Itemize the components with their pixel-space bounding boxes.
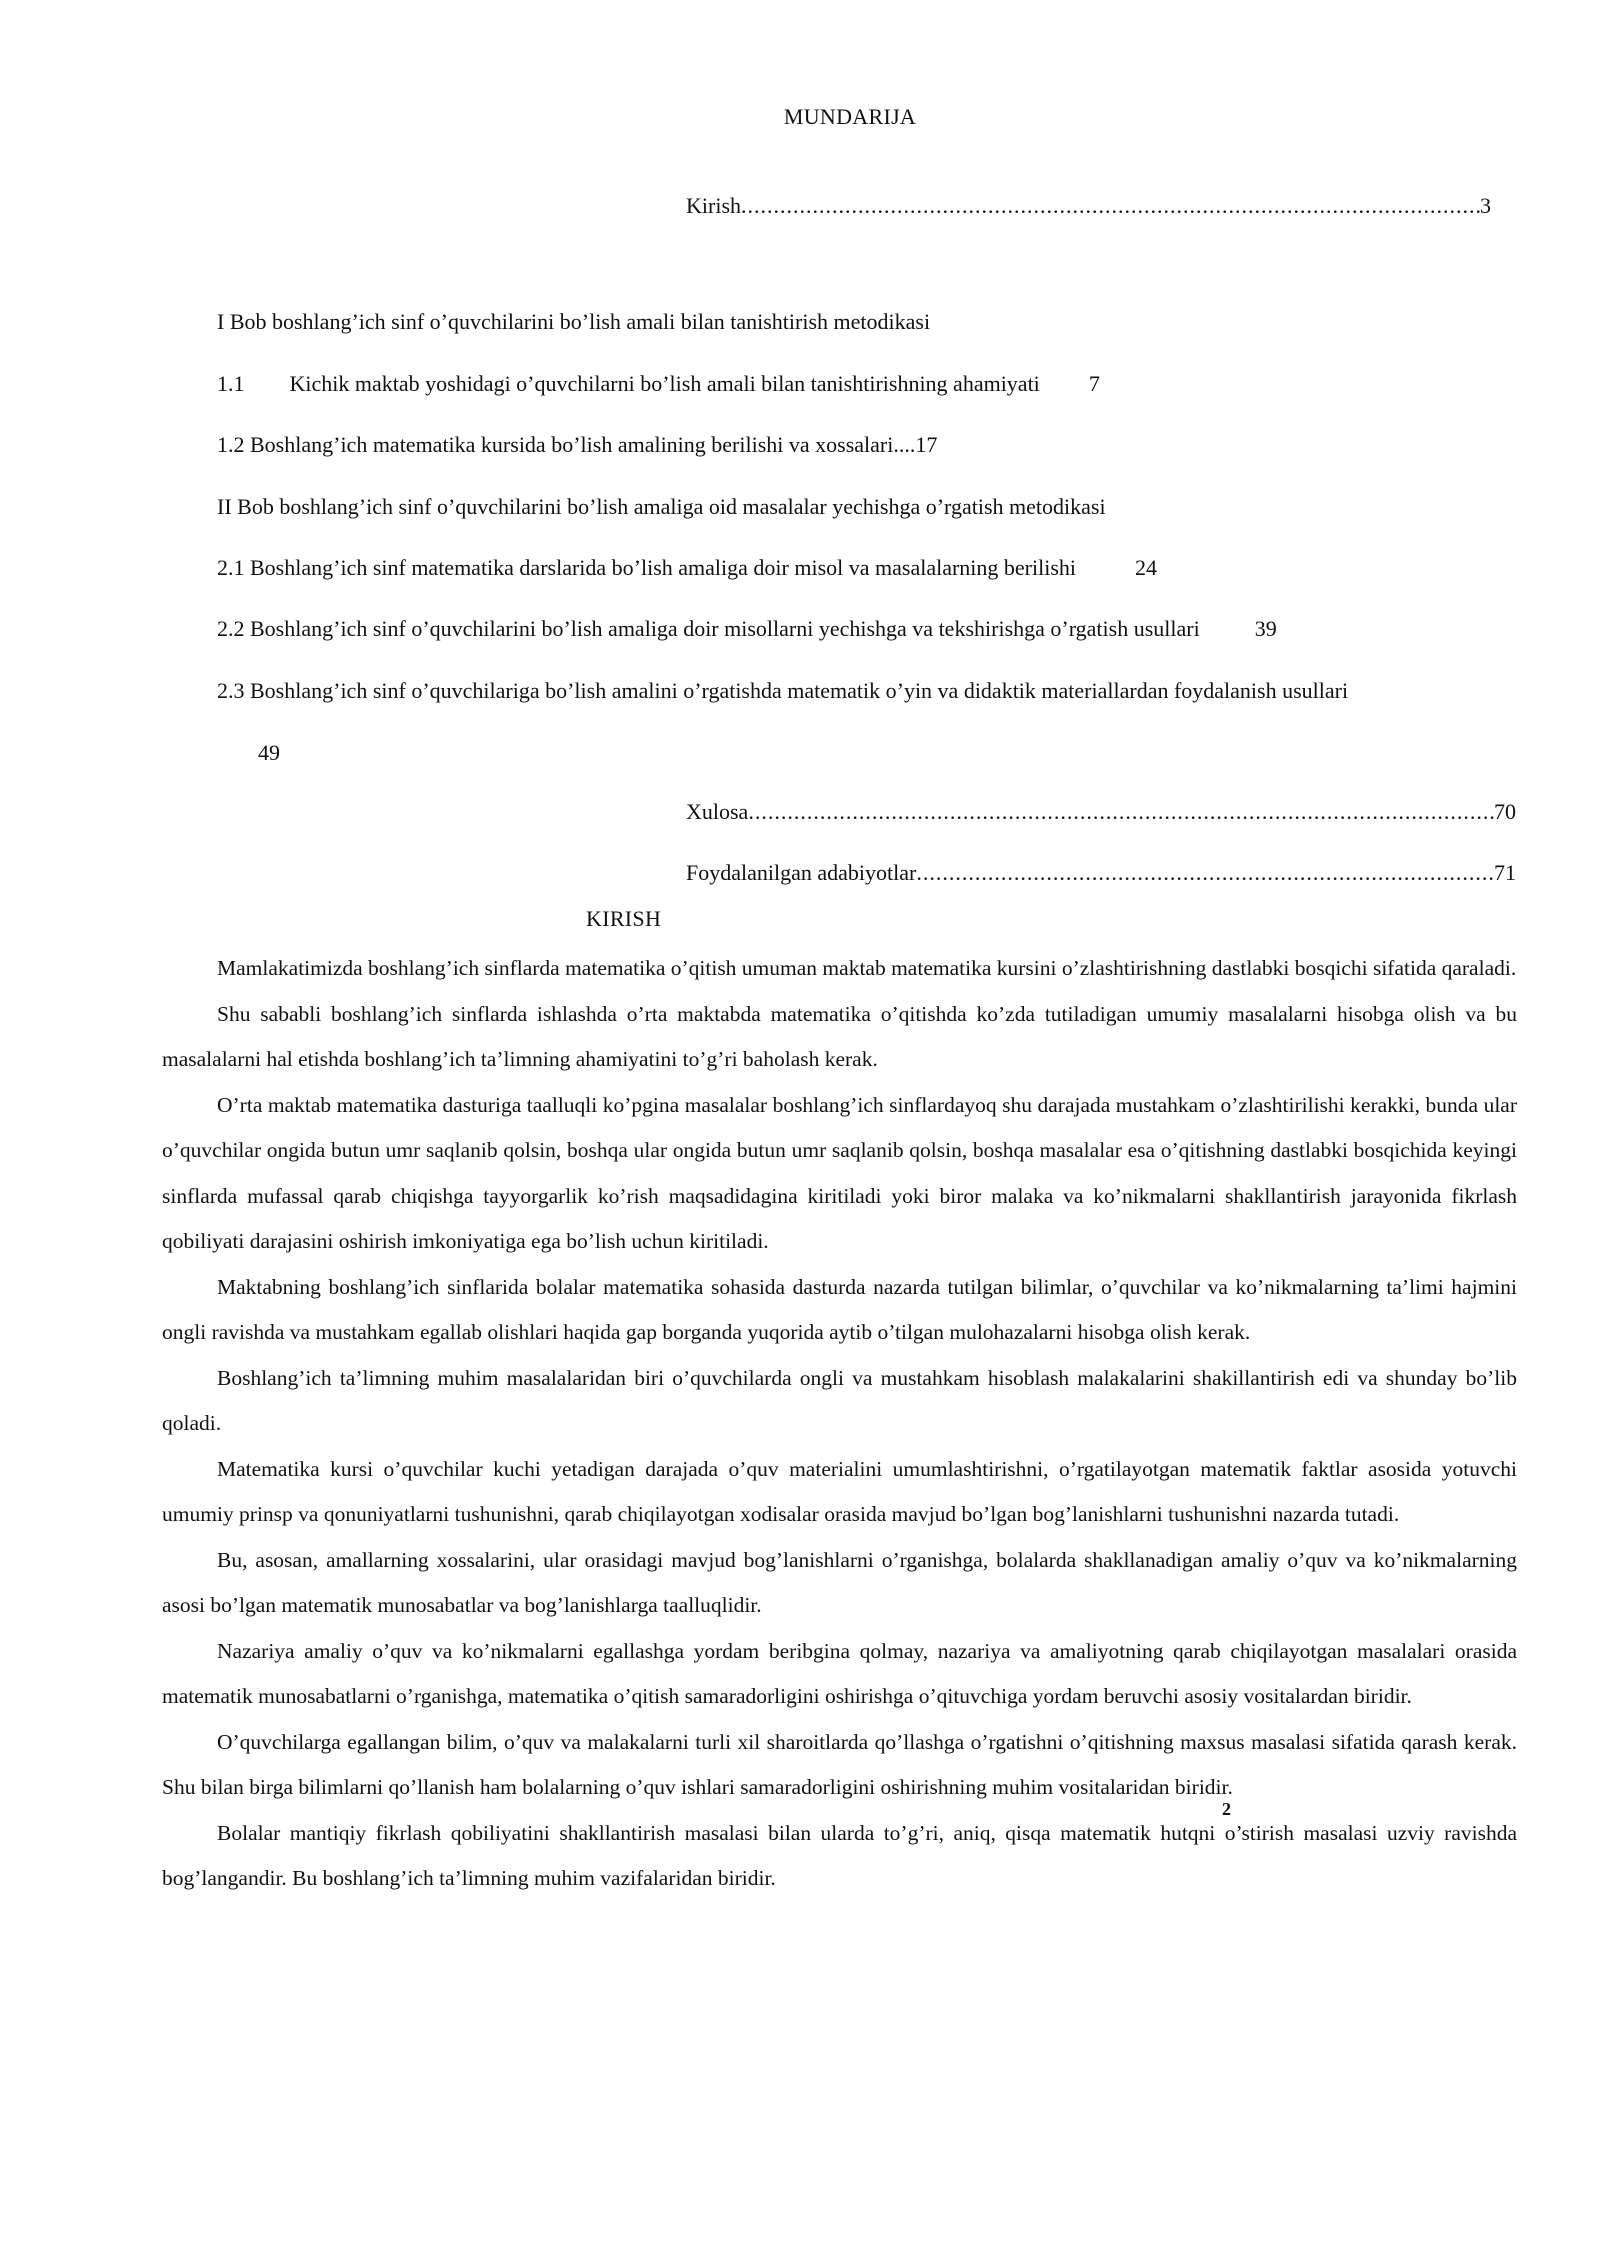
toc-2-1-text: 2.1 Boshlang’ich sinf matematika darslarida bo’lish amaliga doir misol va masalalarning berilishi: [217, 555, 1077, 580]
toc-kirish-page: 3: [1480, 193, 1491, 218]
paragraph: O’rta maktab matematika dasturiga taalluqli ko’pgina masalalar boshlang’ich sinflardayoq shu darajada mustahkam o’zlashtirilishi kerakki, bunda ular o’quvchilar ongida butun umr saqlanib qolsin, boshqa ular ongida butun umr saqlanib qolsin, boshqa masalalar esa o’qitishning dastlabki bosqichida keyingi sinflarda mufassal qarab chiqishga tayyorgarlik ko’rish maqsadidagina kiritiladi yoki biror malaka va ko’nikmalarni shakllantirish jarayonida fikrlash qobiliyati darajasini oshirish imkoniyatiga ega bo’lish uchun kiritiladi.: [162, 1092, 1517, 1253]
toc-adabiyotlar-label: Foydalanilgan adabiyotlar: [686, 860, 917, 885]
toc-entry-1-1[interactable]: [217, 369, 1100, 399]
paragraph: Matematika kursi o’quvchilar kuchi yetadigan darajada o’quv materialini umumlashtirishni, o’rgatilayotgan matematik faktlar asosida yotuvchi umumiy prinsp va qonuniyatlarni tushunishni, qarab chiqilayotgan xodisalar orasida mavjud bo’lgan bog’lanishlarni tushunishni nazarda tutadi.: [162, 1456, 1517, 1526]
paragraph: Boshlang’ich ta’limning muhim masalalaridan biri o’quvchilarda ongli va mustahkam hisoblash malakalarini shakillantirish edi va shunday bo’lib qoladi.: [162, 1365, 1517, 1435]
toc-1-1-number: 1.1: [217, 371, 245, 396]
toc-2-1-page: 24: [1135, 555, 1158, 580]
paragraph: O’quvchilarga egallangan bilim, o’quv va malakalarni turli xil sharoitlarda qo’llashga o’rgatishni o’qitishning maxsus masalasi sifatida qarash kerak. Shu bilan birga bilimlarni qo’llanish ham bolalarning o’quv ishlari samaradorligini oshirishning muhim vositalaridan biridir.: [162, 1729, 1517, 1799]
toc-entry-xulosa[interactable]: [686, 797, 1516, 827]
paragraph: Bolalar mantiqiy fikrlash qobiliyatini shakllantirish masalasi bilan ularda to’g’ri, aniq, qisqa matematik hutqni o’stirish masalasi uzviy ravishda bog’langandir. Bu boshlang’ich ta’limning muhim vazifalaridan biridir.: [162, 1820, 1517, 1890]
toc-entry-2-1[interactable]: [217, 553, 1157, 583]
body-text: [162, 946, 1517, 1902]
toc-xulosa-page: 70: [1494, 799, 1516, 824]
toc-entry-2-2[interactable]: [217, 614, 1277, 644]
toc-leader: [741, 191, 1480, 221]
toc-entry-2-3[interactable]: 2.3 Boshlang’ich sinf o’quvchilariga bo’lish amalini o’rgatishda matematik o’yin va didaktik materiallardan foydalanish usullari: [217, 678, 1349, 703]
paragraph: Maktabning boshlang’ich sinflarida bolalar matematika sohasida dasturda nazarda tutilgan bilimlar, o’quvchilar va ko’nikmalarning ta’limi hajmini ongli ravishda va mustahkam egallab olishlari haqida gap borganda yuqorida aytib o’tilgan mulohazalarni hisobga olish kerak.: [162, 1274, 1517, 1344]
toc-1-1-page: 7: [1088, 371, 1100, 396]
toc-kirish-label: Kirish: [686, 193, 741, 218]
toc-chapter-1[interactable]: I Bob boshlang’ich sinf o’quvchilarini bo’lish amali bilan tanishtirish metodikasi: [217, 309, 931, 334]
toc-entry-adabiyotlar[interactable]: [686, 858, 1516, 888]
page-title: MUNDARIJA: [783, 104, 917, 129]
toc-1-1-text: Kichik maktab yoshidagi o’quvchilarni bo’lish amali bilan tanishtirishning ahamiyati: [289, 371, 1040, 396]
toc-entry-kirish[interactable]: [686, 191, 1491, 221]
toc-entry-1-2[interactable]: 1.2 Boshlang’ich matematika kursida bo’lish amalining berilishi va xossalari....17: [217, 432, 938, 457]
toc-2-2-text: 2.2 Boshlang’ich sinf o’quvchilarini bo’lish amaliga doir misollarni yechishga va tekshirishga o’rgatish usullari: [217, 616, 1200, 641]
toc-leader: [916, 858, 1494, 888]
toc-adabiyotlar-page: 71: [1494, 860, 1516, 885]
paragraph: Nazariya amaliy o’quv va ko’nikmalarni egallashga yordam beribgina qolmay, nazariya va amaliyotning qarab chiqilayotgan masalalari orasida matematik munosabatlarni o’rganishga, matematika o’qitish samaradorligini oshirishga o’qituvchiga yordam beruvchi asosiy vositalardan biridir.: [162, 1638, 1517, 1708]
page-number: 2: [1222, 1799, 1231, 1819]
section-heading-kirish: KIRISH: [586, 906, 662, 931]
paragraph: Shu sababli boshlang’ich sinflarda ishlashda o’rta maktabda matematika o’qitishda ko’zda tutiladigan umumiy masalalarni hisobga olish va bu masalalarni hal etishda boshlang’ich ta’limning ahamiyatini to’g’ri baholash kerak.: [162, 1001, 1517, 1071]
paragraph: Mamlakatimizda boshlang’ich sinflarda matematika o’qitish umuman maktab matematika kursini o’zlashtirishning dastlabki bosqichi sifatida qaraladi.: [217, 956, 1517, 980]
toc-leader: [748, 797, 1494, 827]
toc-xulosa-label: Xulosa: [686, 799, 749, 824]
paragraph: Bu, asosan, amallarning xossalarini, ular orasidagi mavjud bog’lanishlarni o’rganishga, bolalarda shakllanadigan amaliy o’quv va ko’nikmalarning asosi bo’lgan matematik munosabatlar va bog’lanishlarga taalluqlidir.: [162, 1547, 1517, 1617]
toc-2-3-page: 49: [258, 740, 280, 765]
toc-chapter-2[interactable]: II Bob boshlang’ich sinf o’quvchilarini bo’lish amaliga oid masalalar yechishga o’rgatish metodikasi: [217, 494, 1106, 519]
toc-2-2-page: 39: [1254, 616, 1277, 641]
